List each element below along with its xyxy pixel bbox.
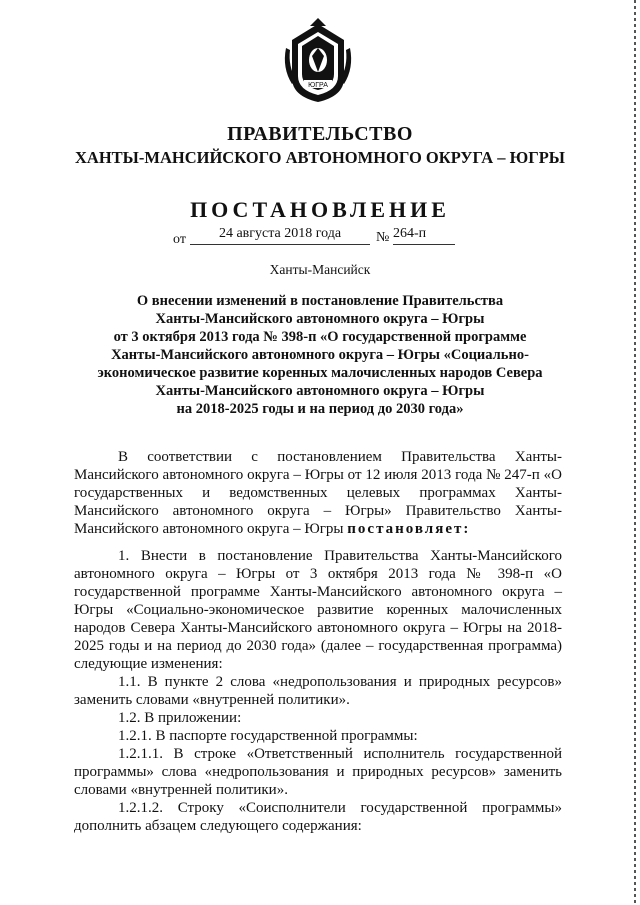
- title-line: Ханты-Мансийского автономного округа – Югры: [155, 383, 485, 399]
- title-line: экономическое развитие коренных малочисленных народов Севера: [97, 365, 543, 381]
- preamble: [74, 448, 562, 538]
- item-paragraph: 1. Внести в постановление Правительства Ханты-Мансийского автономного округа – Югры от 3 октября 2013 года № 398-п «О государственной программе Ханты-Мансийского автономного округа – Югры «Социально-экономическое развитие коренных малочисленных народов Севера Ханты-Мансийского автономного округа – Югры на 2018-2025 годы и на период до 2030 года» (далее – государственная программа) следующие изменения:: [74, 548, 562, 672]
- item-paragraph: 1.2.1.2. Строку «Соисполнители государственной программы» дополнить абзацем следующего содержания:: [74, 800, 562, 834]
- item-paragraph: 1.2.1. В паспорте государственной программы:: [118, 728, 418, 744]
- date-prefix: от: [173, 232, 186, 247]
- title-line: Ханты-Мансийского автономного округа – Югры «Социально-: [111, 347, 529, 363]
- document-title: [0, 292, 640, 418]
- government-subtitle: ХАНТЫ-МАНСИЙСКОГО АВТОНОМНОГО ОКРУГА – ЮГРЫ: [75, 148, 565, 167]
- items: [74, 547, 562, 835]
- title-line: от 3 октября 2013 года № 398-п «О государственной программе: [113, 329, 527, 345]
- item-paragraph: 1.2.1.1. В строке «Ответственный исполнитель государственной программы» слова «недропользования и природных ресурсов» заменить словами «внутренней политики».: [74, 746, 562, 798]
- svg-text:ЮГРА: ЮГРА: [308, 82, 328, 89]
- government-title: ПРАВИТЕЛЬСТВО: [227, 123, 413, 145]
- city: Ханты-Мансийск: [269, 262, 371, 277]
- document-number: 264-п: [393, 226, 455, 245]
- title-line: на 2018-2025 годы и на период до 2030 года»: [176, 401, 464, 417]
- preamble-text: В соответствии с постановлением Правительства Ханты-Мансийского автономного округа – Югры от 12 июля 2013 года № 247-п «О государственных и ведомственных целевых программах Ханты-Мансийского автономного округа – Югры» Правительство Ханты-Мансийского автономного округа – Югры: [74, 449, 562, 537]
- number-prefix: №: [376, 230, 390, 245]
- title-line: О внесении изменений в постановление Правительства: [136, 293, 504, 309]
- document-type: ПОСТАНОВЛЕНИЕ: [190, 197, 450, 222]
- document-date: 24 августа 2018 года: [190, 226, 370, 245]
- title-line: Ханты-Мансийского автономного округа – Югры: [155, 311, 485, 327]
- coat-of-arms-emblem: [282, 18, 354, 106]
- item-paragraph: 1.1. В пункте 2 слова «недропользования и природных ресурсов» заменить словами «внутренней политики».: [74, 674, 562, 708]
- preamble-keyword: постановляет:: [347, 521, 471, 537]
- item-paragraph: 1.2. В приложении:: [118, 710, 242, 726]
